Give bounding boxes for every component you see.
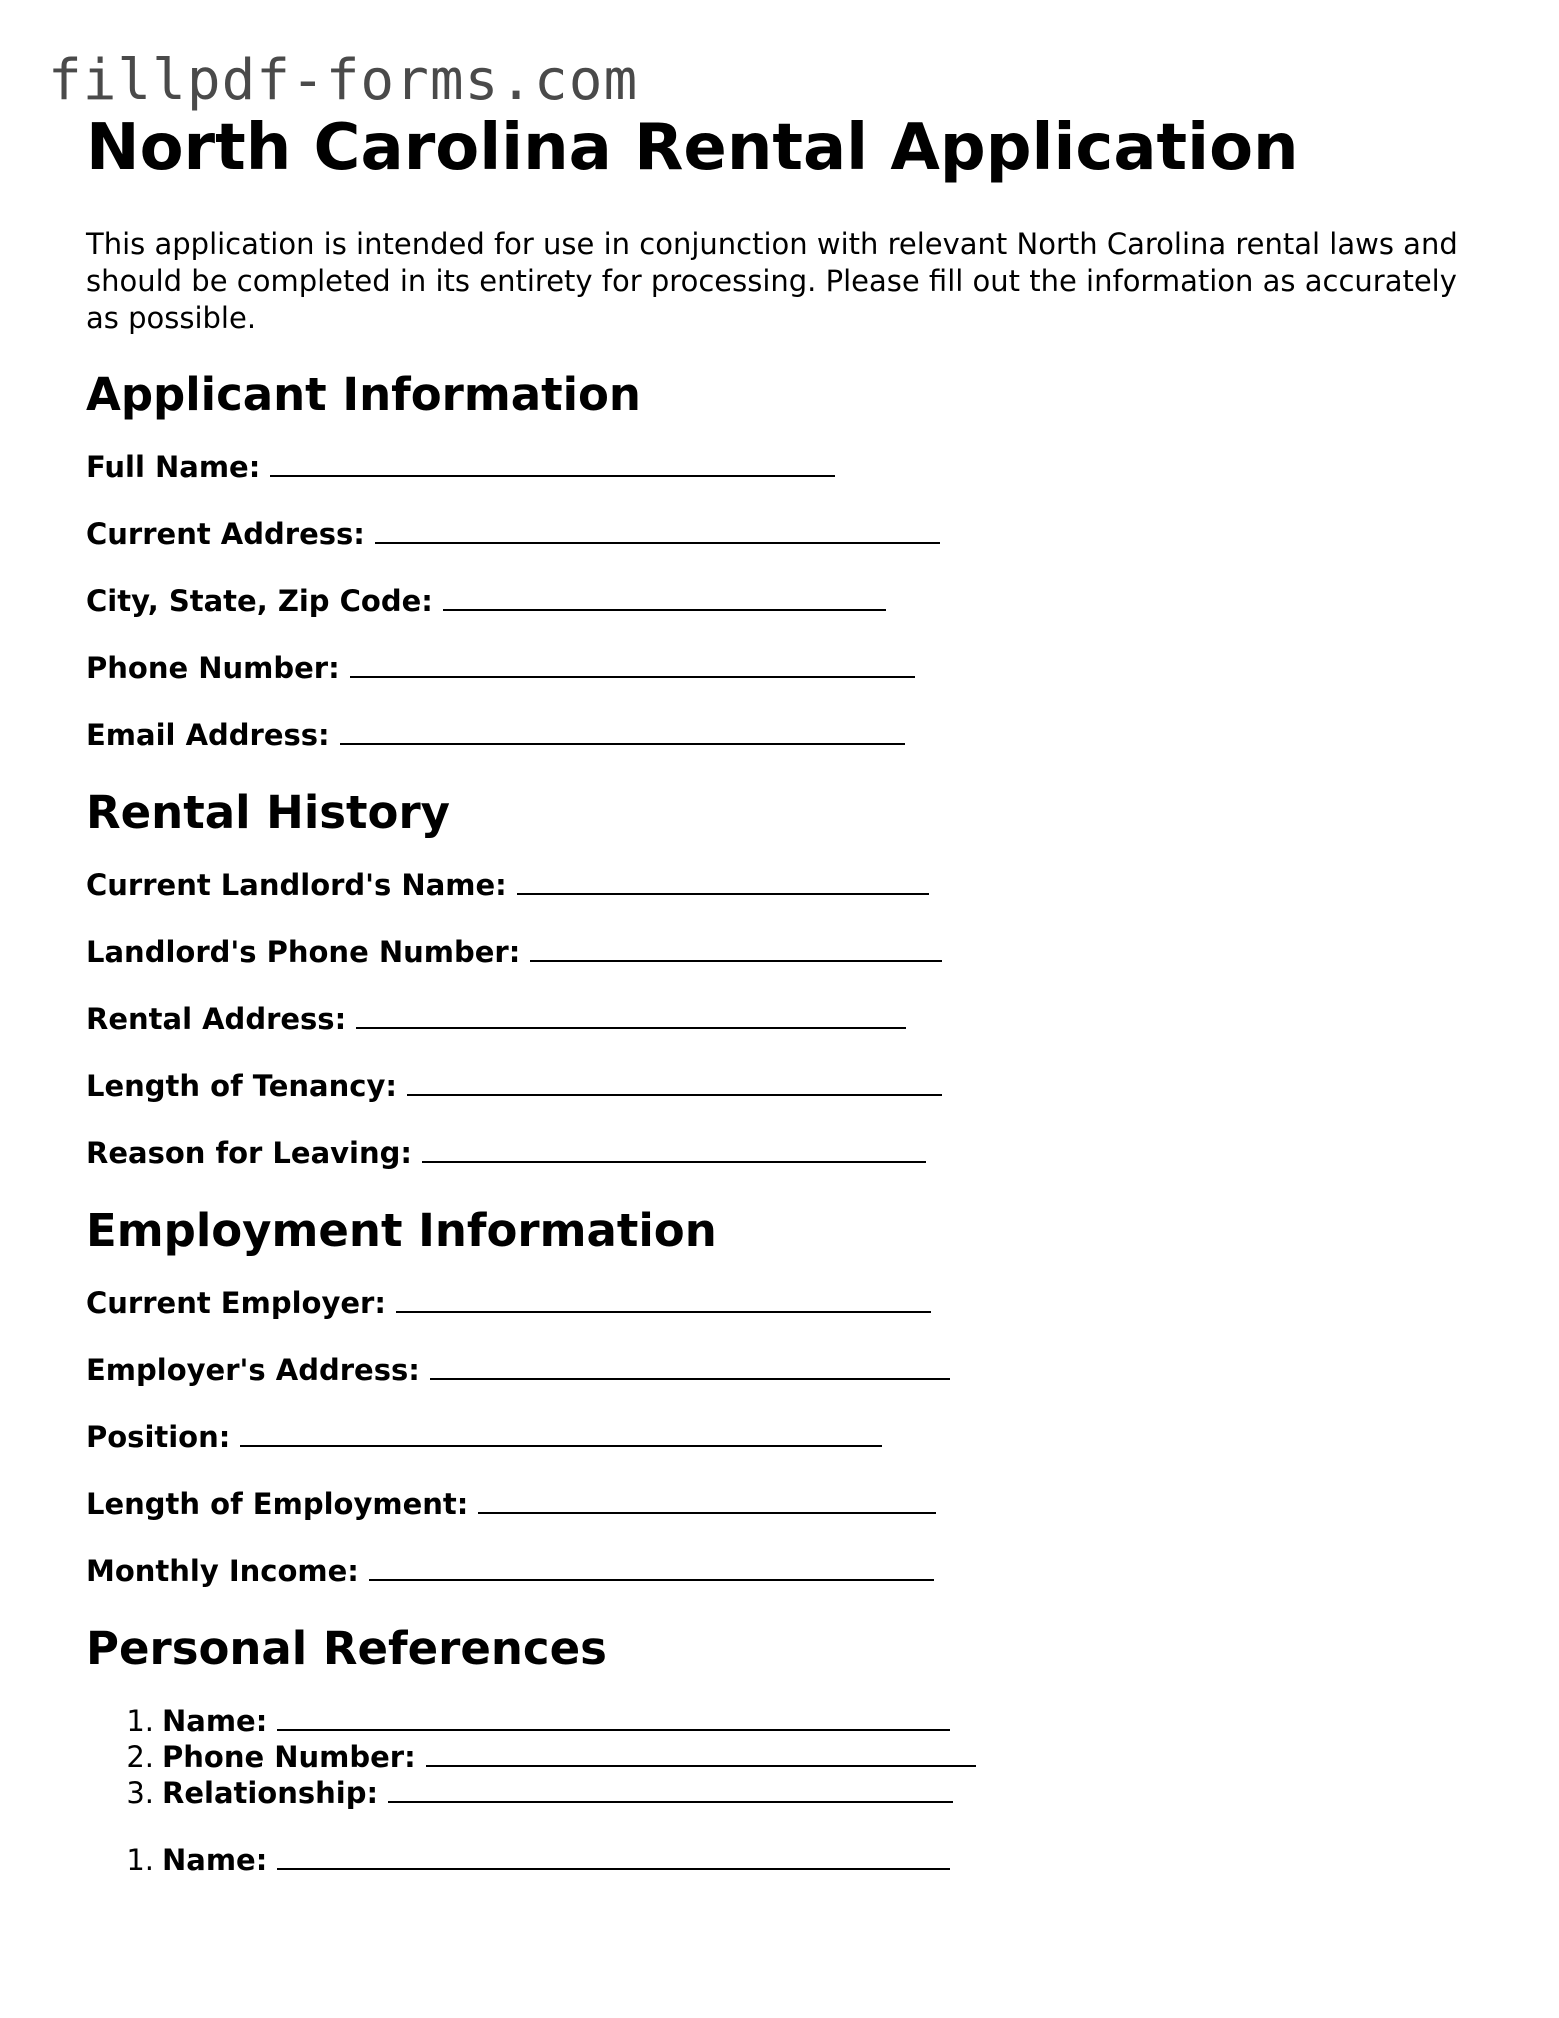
rental-address-label: Rental Address: <box>86 1002 347 1036</box>
list-number: 2. <box>126 1740 154 1774</box>
tenancy-length-row <box>86 1068 1506 1104</box>
employment-length-input[interactable] <box>478 1486 936 1514</box>
watermark: fillpdf-forms.com <box>48 48 639 113</box>
rental-address-row <box>86 1001 1506 1037</box>
reference-1-phone-row <box>86 1739 1506 1775</box>
current-address-label: Current Address: <box>86 517 365 551</box>
reference-2-list <box>86 1842 1506 1878</box>
tenancy-length-input[interactable] <box>407 1068 942 1096</box>
list-number: 1. <box>126 1843 154 1877</box>
city-state-zip-input[interactable] <box>443 583 886 611</box>
monthly-income-row <box>86 1553 1506 1589</box>
tenancy-length-label: Length of Tenancy: <box>86 1069 397 1103</box>
reference-1-relationship-row <box>86 1775 1506 1811</box>
monthly-income-label: Monthly Income: <box>86 1554 359 1588</box>
employer-address-label: Employer's Address: <box>86 1353 420 1387</box>
phone-label: Phone Number: <box>86 651 340 685</box>
reference-relationship-label: Relationship: <box>162 1776 379 1810</box>
employment-length-label: Length of Employment: <box>86 1487 469 1521</box>
reference-1-list <box>86 1703 1506 1811</box>
position-input[interactable] <box>240 1419 882 1447</box>
email-row <box>86 717 1506 753</box>
reference-name-label: Name: <box>162 1704 268 1738</box>
section-rental-heading: Rental History <box>86 786 450 839</box>
employer-address-row <box>86 1352 1506 1388</box>
landlord-name-label: Current Landlord's Name: <box>86 868 507 902</box>
reason-leaving-input[interactable] <box>422 1135 926 1163</box>
form-page <box>86 108 1506 1878</box>
employer-address-input[interactable] <box>430 1352 950 1380</box>
section-applicant-heading: Applicant Information <box>86 368 641 421</box>
page-title: North Carolina Rental Application <box>86 111 1299 185</box>
landlord-phone-label: Landlord's Phone Number: <box>86 935 521 969</box>
employer-label: Current Employer: <box>86 1286 386 1320</box>
email-input[interactable] <box>340 717 905 745</box>
monthly-income-input[interactable] <box>369 1553 934 1581</box>
reference-phone-label: Phone Number: <box>162 1740 416 1774</box>
current-address-input[interactable] <box>375 516 940 544</box>
position-row <box>86 1419 1506 1455</box>
reference-1-name-input[interactable] <box>277 1703 950 1731</box>
reference-2-name-row <box>86 1842 1506 1878</box>
full-name-label: Full Name: <box>86 450 261 484</box>
reference-1-relationship-input[interactable] <box>388 1775 953 1803</box>
employer-row <box>86 1285 1506 1321</box>
email-label: Email Address: <box>86 718 330 752</box>
landlord-phone-input[interactable] <box>530 934 942 962</box>
reference-2-name-input[interactable] <box>277 1842 950 1870</box>
current-address-row <box>86 516 1506 552</box>
reference-1-name-row <box>86 1703 1506 1739</box>
employment-length-row <box>86 1486 1506 1522</box>
employer-input[interactable] <box>396 1285 931 1313</box>
city-state-zip-row <box>86 583 1506 619</box>
list-number: 3. <box>126 1776 154 1810</box>
position-label: Position: <box>86 1420 231 1454</box>
reference-name-label: Name: <box>162 1843 268 1877</box>
full-name-input[interactable] <box>270 449 835 477</box>
reason-leaving-row <box>86 1135 1506 1171</box>
rental-address-input[interactable] <box>356 1001 906 1029</box>
section-employment-heading: Employment Information <box>86 1204 717 1257</box>
phone-row <box>86 650 1506 686</box>
landlord-name-input[interactable] <box>517 867 929 895</box>
list-number: 1. <box>126 1704 154 1738</box>
phone-input[interactable] <box>350 650 915 678</box>
intro-text: This application is intended for use in conjunction with relevant North Carolina rental laws and should be completed in its entirety for processing. Please fill out the information as accurately as possible. <box>86 227 1458 335</box>
landlord-name-row <box>86 867 1506 903</box>
section-references-heading: Personal References <box>86 1622 607 1675</box>
reference-1-phone-input[interactable] <box>426 1739 976 1767</box>
full-name-row <box>86 449 1506 485</box>
reason-leaving-label: Reason for Leaving: <box>86 1136 412 1170</box>
city-state-zip-label: City, State, Zip Code: <box>86 584 433 618</box>
landlord-phone-row <box>86 934 1506 970</box>
